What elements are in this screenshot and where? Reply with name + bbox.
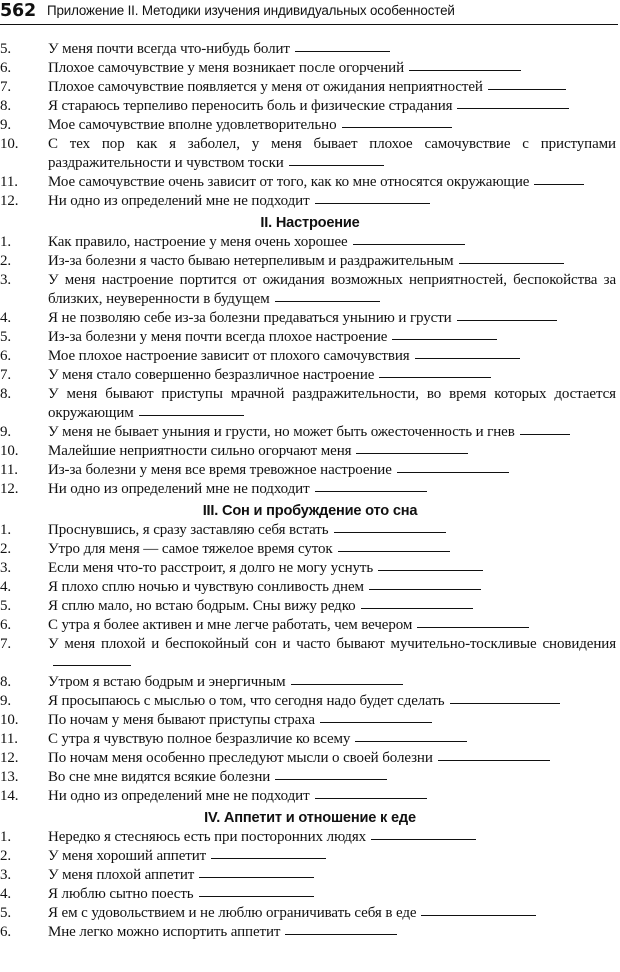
item-number: 1. — [0, 522, 12, 538]
list-item — [0, 749, 620, 768]
item-number: 7. — [0, 79, 12, 95]
answer-blank — [369, 588, 481, 590]
item-number: 7. — [0, 367, 12, 383]
item-text: Плохое самочувствие у меня возникает после огорчений — [48, 60, 404, 76]
answer-blank — [285, 933, 397, 935]
answer-blank — [534, 183, 584, 185]
list-item — [0, 461, 620, 480]
item-text: Во сне мне видятся всякие болезни — [48, 769, 271, 785]
item-text: Из-за болезни у меня все время тревожное настроение — [48, 462, 392, 478]
list-item — [0, 866, 620, 885]
item-number: 9. — [0, 117, 12, 133]
answer-blank — [409, 69, 521, 71]
answer-blank — [378, 569, 483, 571]
list-item — [0, 347, 620, 366]
answer-blank — [211, 857, 326, 859]
list-item — [0, 578, 620, 597]
item-number: 11. — [0, 731, 18, 747]
running-title: Приложение II. Методики изучения индивидуальных особенностей — [47, 3, 455, 18]
item-text: По ночам меня особенно преследуют мысли о своей болезни — [48, 750, 433, 766]
item-number: 6. — [0, 348, 12, 364]
list-item — [0, 847, 620, 866]
answer-blank — [199, 895, 314, 897]
list-item — [0, 252, 620, 271]
answer-blank — [457, 319, 557, 321]
item-number: 3. — [0, 867, 12, 883]
item-number: 14. — [0, 788, 19, 804]
section-iii-list — [0, 521, 620, 806]
list-item — [0, 730, 620, 749]
list-item — [0, 904, 620, 923]
item-number: 1. — [0, 829, 12, 845]
page-content — [0, 40, 620, 942]
item-text: Из-за болезни я часто бываю нетерпеливым и раздражительным — [48, 253, 454, 269]
header-rule — [0, 24, 618, 25]
answer-blank — [291, 683, 403, 685]
item-number: 4. — [0, 310, 12, 326]
item-text: Малейшие неприятности сильно огорчают меня — [48, 443, 352, 459]
item-text: Плохое самочувствие появляется у меня от ожидания неприятностей — [48, 79, 483, 95]
list-item — [0, 423, 620, 442]
item-number: 12. — [0, 481, 19, 497]
answer-blank — [459, 262, 564, 264]
list-item — [0, 59, 620, 78]
item-text: Мое плохое настроение зависит от плохого самочувствия — [48, 348, 410, 364]
answer-blank — [275, 778, 387, 780]
item-text: С утра я более активен и мне легче работать, чем вечером — [48, 617, 413, 633]
item-text: Ни одно из определений мне не подходит — [48, 788, 310, 804]
section-ii-list — [0, 233, 620, 499]
item-number: 2. — [0, 848, 12, 864]
item-number: 5. — [0, 905, 12, 921]
list-item — [0, 97, 620, 116]
item-number: 10. — [0, 136, 19, 152]
item-number: 10. — [0, 443, 19, 459]
answer-blank — [520, 433, 570, 435]
item-number: 4. — [0, 579, 12, 595]
list-item — [0, 116, 620, 135]
answer-blank — [355, 740, 467, 742]
list-item — [0, 173, 620, 192]
list-item — [0, 828, 620, 847]
item-number: 12. — [0, 750, 19, 766]
item-text: Я люблю сытно поесть — [48, 886, 194, 902]
list-item — [0, 271, 620, 309]
item-number: 6. — [0, 924, 12, 940]
item-number: 10. — [0, 712, 19, 728]
list-item — [0, 923, 620, 942]
answer-blank — [320, 721, 432, 723]
item-text: У меня почти всегда что-нибудь болит — [48, 41, 290, 57]
answer-blank — [353, 243, 465, 245]
item-text: Я не позволяю себе из-за болезни предаваться унынию и грусти — [48, 310, 452, 326]
item-text: Проснувшись, я сразу заставляю себя встать — [48, 522, 329, 538]
answer-blank — [421, 914, 536, 916]
item-number: 11. — [0, 462, 18, 478]
list-item — [0, 635, 620, 673]
list-item — [0, 192, 620, 211]
answer-blank — [356, 452, 468, 454]
answer-blank — [379, 376, 491, 378]
item-number: 8. — [0, 674, 12, 690]
section-ii-heading: II. Настроение — [260, 215, 360, 231]
answer-blank — [397, 471, 509, 473]
section-iv-list — [0, 828, 620, 942]
item-text: Нередко я стесняюсь есть при посторонних людях — [48, 829, 367, 845]
item-text: У меня не бывает уныния и грусти, но может быть ожесточенность и гнев — [48, 424, 515, 440]
list-item — [0, 787, 620, 806]
list-item — [0, 540, 620, 559]
answer-blank — [488, 88, 566, 90]
answer-blank — [139, 414, 244, 416]
item-number: 7. — [0, 636, 12, 652]
section-iii-heading: III. Сон и пробуждение ото сна — [202, 503, 418, 519]
list-item — [0, 233, 620, 252]
item-number: 13. — [0, 769, 19, 785]
item-text: Ни одно из определений мне не подходит — [48, 193, 310, 209]
item-number: 8. — [0, 98, 12, 114]
list-item — [0, 885, 620, 904]
list-item — [0, 366, 620, 385]
item-text: У меня бывают приступы мрачной раздражительности, во время которых достается окружающим — [48, 386, 616, 421]
answer-blank — [53, 664, 131, 666]
item-number: 5. — [0, 41, 12, 57]
item-text: У меня стало совершенно безразличное настроение — [48, 367, 375, 383]
answer-blank — [315, 202, 430, 204]
item-text: Утром я встаю бодрым и энергичным — [48, 674, 286, 690]
item-number: 4. — [0, 886, 12, 902]
list-item — [0, 521, 620, 540]
answer-blank — [361, 607, 473, 609]
list-item — [0, 711, 620, 730]
answer-blank — [450, 702, 560, 704]
list-item — [0, 480, 620, 499]
item-text: Я стараюсь терпеливо переносить боль и физические страдания — [48, 98, 453, 114]
answer-blank — [338, 550, 450, 552]
item-number: 1. — [0, 234, 12, 250]
item-number: 8. — [0, 386, 12, 402]
item-number: 6. — [0, 60, 12, 76]
list-item — [0, 768, 620, 787]
list-item — [0, 328, 620, 347]
item-number: 2. — [0, 541, 12, 557]
item-text: По ночам у меня бывают приступы страха — [48, 712, 315, 728]
answer-blank — [417, 626, 529, 628]
answer-blank — [334, 531, 446, 533]
section-i-list — [0, 40, 620, 211]
item-text: У меня плохой и беспокойный сон и часто бывают мучительно-тоскливые сновидения — [48, 636, 616, 652]
item-text: Мне легко можно испортить аппетит — [48, 924, 281, 940]
answer-blank — [457, 107, 569, 109]
answer-blank — [295, 50, 390, 52]
answer-blank — [415, 357, 520, 359]
page-header — [0, 0, 620, 28]
list-item — [0, 40, 620, 59]
list-item — [0, 616, 620, 635]
list-item — [0, 597, 620, 616]
item-text: Я сплю мало, но встаю бодрым. Сны вижу редко — [48, 598, 356, 614]
item-text: У меня плохой аппетит — [48, 867, 195, 883]
item-text: Из-за болезни у меня почти всегда плохое настроение — [48, 329, 388, 345]
item-text: Я плохо сплю ночью и чувствую сонливость днем — [48, 579, 364, 595]
answer-blank — [289, 164, 384, 166]
item-number: 5. — [0, 329, 12, 345]
item-text: С утра я чувствую полное безразличие ко всему — [48, 731, 351, 747]
item-number: 3. — [0, 560, 12, 576]
page-number: 562 — [0, 1, 36, 21]
item-number: 3. — [0, 272, 12, 288]
answer-blank — [275, 300, 380, 302]
item-text: Я ем с удовольствием и не люблю ограничивать себя в еде — [48, 905, 417, 921]
item-number: 12. — [0, 193, 19, 209]
section-iv-heading: IV. Аппетит и отношение к еде — [204, 810, 416, 826]
answer-blank — [392, 338, 497, 340]
list-item — [0, 673, 620, 692]
item-text: Мое самочувствие очень зависит от того, как ко мне относятся окружающие — [48, 174, 530, 190]
item-text: Ни одно из определений мне не подходит — [48, 481, 310, 497]
item-number: 9. — [0, 693, 12, 709]
item-number: 6. — [0, 617, 12, 633]
item-text: С тех пор как я заболел, у меня бывает плохое самочувствие с приступами раздражительности и чувством тоски — [48, 136, 616, 171]
list-item — [0, 309, 620, 328]
item-number: 5. — [0, 598, 12, 614]
answer-blank — [438, 759, 550, 761]
answer-blank — [315, 797, 427, 799]
answer-blank — [315, 490, 427, 492]
item-number: 2. — [0, 253, 12, 269]
item-text: У меня настроение портится от ожидания возможных неприятностей, беспокойства за близких, неуверенности в будущем — [48, 272, 616, 307]
list-item — [0, 692, 620, 711]
list-item — [0, 135, 620, 173]
list-item — [0, 385, 620, 423]
item-number: 9. — [0, 424, 12, 440]
item-number: 11. — [0, 174, 18, 190]
answer-blank — [342, 126, 452, 128]
list-item — [0, 78, 620, 97]
item-text: Если меня что-то расстроит, я долго не могу уснуть — [48, 560, 374, 576]
answer-blank — [199, 876, 314, 878]
item-text: Как правило, настроение у меня очень хорошее — [48, 234, 348, 250]
list-item — [0, 559, 620, 578]
item-text: У меня хороший аппетит — [48, 848, 207, 864]
list-item — [0, 442, 620, 461]
item-text: Утро для меня — самое тяжелое время суток — [48, 541, 333, 557]
answer-blank — [371, 838, 476, 840]
item-text: Я просыпаюсь с мыслью о том, что сегодня надо будет сделать — [48, 693, 445, 709]
item-text: Мое самочувствие вполне удовлетворительно — [48, 117, 337, 133]
